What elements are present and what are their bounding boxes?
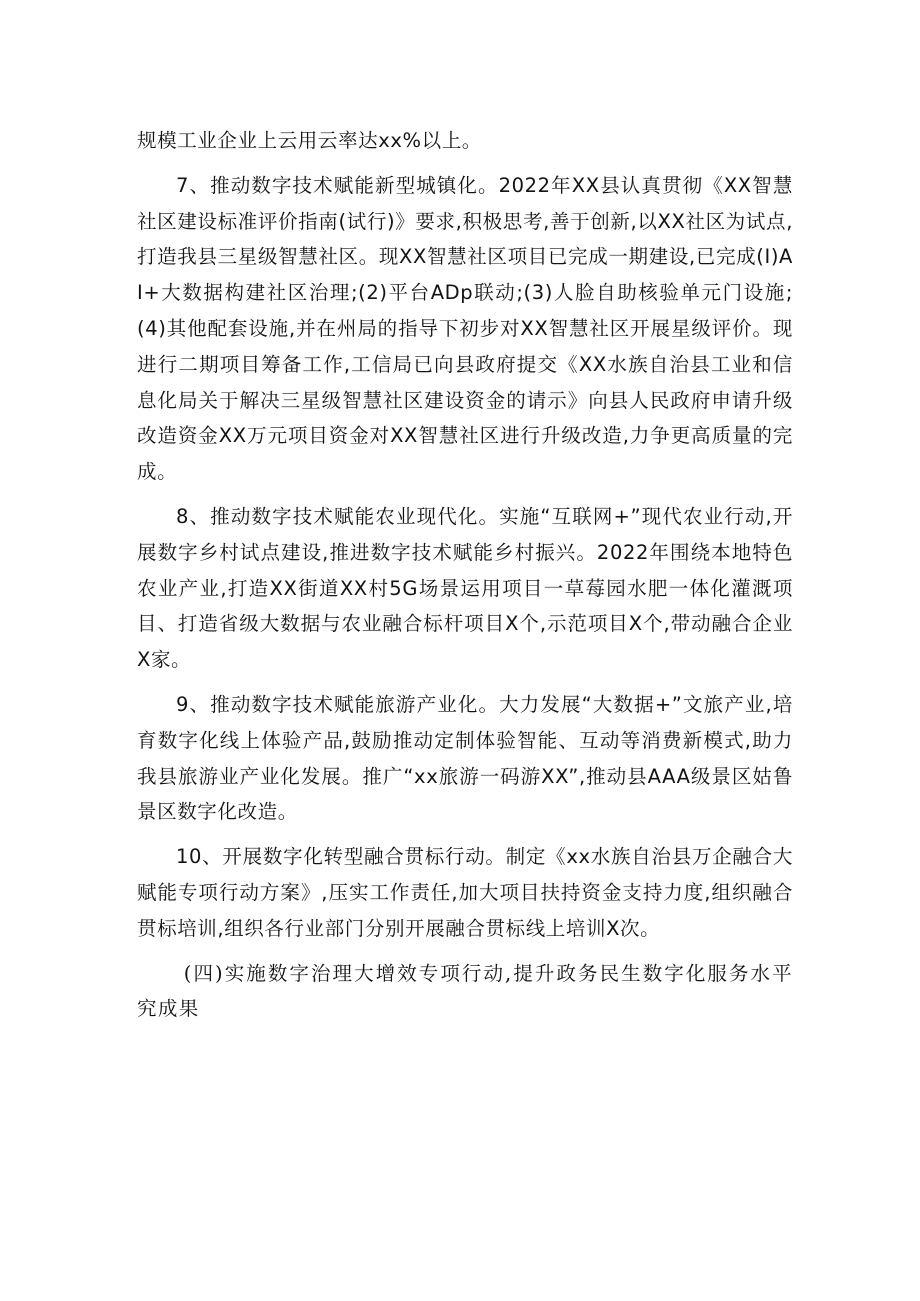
paragraph-item-7: 7、推动数字技术赋能新型城镇化。2022年XX县认真贯彻《XX智慧社区建设标准评价指南(试行)》要求,积极思考,善于创新,以XX社区为试点,打造我县三星级智慧社区。现XX智慧社区项目已完成一期建设,已完成(I)AI+大数据构建社区治理;(2)平台ADp联动;(3)人脸自助核验单元门设施;(4)其他配套设施,并在州局的指导下初步对XX智慧社区开展星级评价。现进行二期项目筹备工作,工信局已向县政府提交《XX水族自治县工业和信息化局关于解决三星级智慧社区建设资金的请示》向县人民政府申请升级改造资金XX万元项目资金对XX智慧社区进行升级改造,力争更高质量的完成。	[137, 173, 793, 484]
document-body	[137, 123, 793, 1027]
section-heading-4: (四)实施数字治理大增效专项行动,提升政务民生数字化服务水平究成果	[137, 961, 793, 1021]
paragraph-item-8: 8、推动数字技术赋能农业现代化。实施“互联网+”现代农业行动,开展数字乡村试点建设,推进数字技术赋能乡村振兴。2022年围绕本地特色农业产业,打造XX街道XX村5G场景运用项目一草莓园水肥一体化灌溉项目、打造省级大数据与农业融合标杆项目X个,示范项目X个,带动融合企业X家。	[137, 504, 793, 672]
paragraph-continuation: 规模工业企业上云用云率达xx%以上。	[137, 129, 482, 152]
paragraph-item-9: 9、推动数字技术赋能旅游产业化。大力发展“大数据+”文旅产业,培育数字化线上体验产品,鼓励推动定制体验智能、互动等消费新模式,助力我县旅游业产业化发展。推广“xx旅游一码游XX”,推动县AAA级景区姑鲁景区数字化改造。	[137, 692, 793, 824]
paragraph-item-10: 10、开展数字化转型融合贯标行动。制定《xx水族自治县万企融合大赋能专项行动方案》,压实工作责任,加大项目扶持资金支持力度,组织融合贯标培训,组织各行业部门分别开展融合贯标线上培训X次。	[137, 845, 793, 940]
